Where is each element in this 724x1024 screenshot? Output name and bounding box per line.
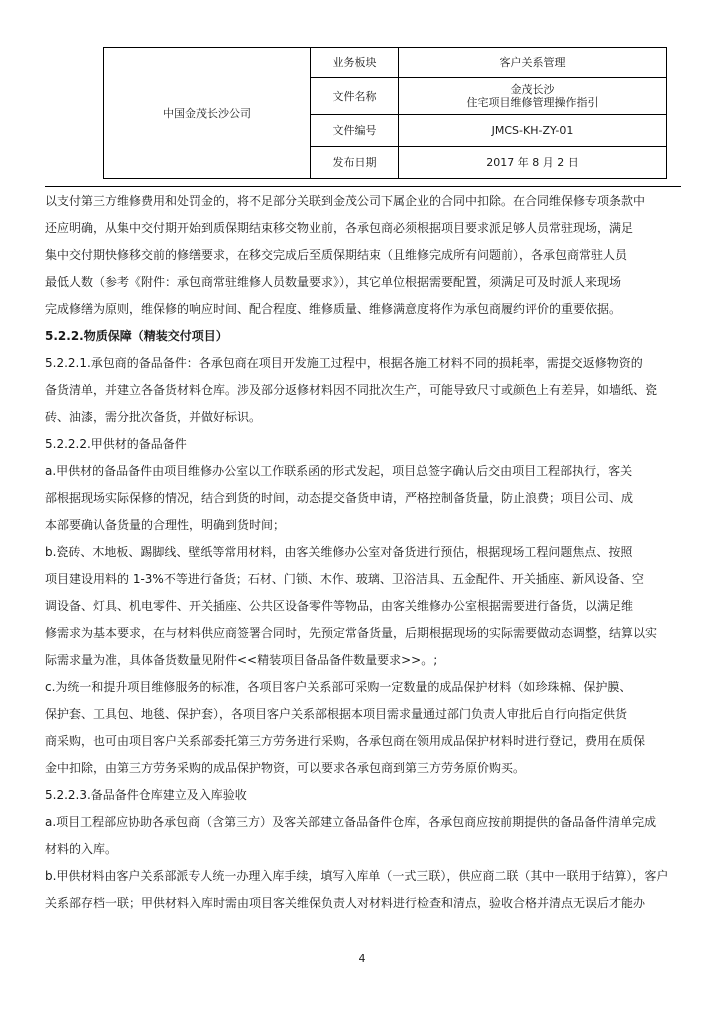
body-line: 还应明确，从集中交付期开始到质保期结束移交物业前，各承包商必须根据项目要求派足够人员常驻现场，满足 bbox=[45, 221, 634, 235]
subsection-heading: 5.2.2.3.备品备件仓库建立及入库验收 bbox=[45, 788, 247, 802]
header-value-business: 客户关系管理 bbox=[399, 48, 667, 78]
header-value-filename bbox=[399, 78, 667, 115]
body-line: 5.2.2.1.承包商的备品备件：各承包商在项目开发施工过程中，根据各施工材料不同的损耗率，需提交返修物资的 bbox=[45, 356, 643, 370]
body-line: c.为统一和提升项目维修服务的标准，各项目客户关系部可采购一定数量的成品保护材料（如珍珠棉、保护膜、 bbox=[45, 680, 632, 694]
body-line: 关系部存档一联；甲供材料入库时需由项目客关维保负责人对材料进行检查和清点，验收合格并清点无误后才能办 bbox=[45, 896, 646, 910]
body-line: 集中交付期快修移交前的修缮要求，在移交完成后至质保期结束（且维修完成所有问题前），各承包商常驻人员 bbox=[45, 248, 628, 262]
body-line: b.甲供材料由客户关系部派专人统一办理入库手续，填写入库单（一式三联），供应商二联（其中一联用于结算），客户 bbox=[45, 869, 669, 883]
document-body bbox=[45, 188, 681, 917]
header-divider bbox=[45, 186, 681, 187]
header-label-fileno: 文件编号 bbox=[311, 115, 399, 147]
body-line: 调设备、灯具、机电零件、开关插座、公共区设备零件等物品，由客关维修办公室根据需要进行备货，以满足维 bbox=[45, 599, 634, 613]
header-label-filename: 文件名称 bbox=[311, 78, 399, 115]
body-line: 材料的入库。 bbox=[45, 842, 118, 856]
body-line: 商采购，也可由项目客户关系部委托第三方劳务进行采购，各承包商在领用成品保护材料时进行登记，费用在质保 bbox=[45, 734, 646, 748]
header-value-date: 2017 年 8 月 2 日 bbox=[399, 147, 667, 179]
body-line: 本部要确认备货量的合理性，明确到货时间； bbox=[45, 518, 286, 532]
company-name: 中国金茂长沙公司 bbox=[104, 48, 311, 179]
body-line: 最低人数（参考《附件：承包商常驻维修人员数量要求》），其它单位根据需要配置，须满足可及时派人来现场 bbox=[45, 275, 622, 289]
subsection-heading: 5.2.2.2.甲供材的备品备件 bbox=[45, 437, 187, 451]
header-label-business: 业务板块 bbox=[311, 48, 399, 78]
body-line: a.甲供材的备品备件由项目维修办公室以工作联系函的形式发起，项目总签字确认后交由项目工程部执行，客关 bbox=[45, 464, 633, 478]
body-line: 以支付第三方维修费用和处罚金的，将不足部分关联到金茂公司下属企业的合同中扣除。在合同维保修专项条款中 bbox=[45, 194, 646, 208]
body-line: 修需求为基本要求，在与材料供应商签署合同时，先预定常备货量，后期根据现场的实际需要做动态调整，结算以实 bbox=[45, 626, 658, 640]
body-line: 部根据现场实际保修的情况，结合到货的时间，动态提交备货申请，严格控制备货量，防止浪费；项目公司、成 bbox=[45, 491, 634, 505]
body-line: 金中扣除，由第三方劳务采购的成品保护物资，可以要求各承包商到第三方劳务原价购买。 bbox=[45, 761, 526, 775]
filename-line-2: 住宅项目维修管理操作指引 bbox=[466, 96, 599, 109]
body-line: 砖、油漆，需分批次备货，并做好标识。 bbox=[45, 410, 262, 424]
header-value-fileno: JMCS-KH-ZY-01 bbox=[399, 115, 667, 147]
filename-line-1: 金茂长沙 bbox=[510, 83, 555, 96]
body-line: a.项目工程部应协助各承包商（含第三方）及客关部建立备品备件仓库，各承包商应按前期提供的备品备件清单完成 bbox=[45, 815, 657, 829]
body-line: 保护套、工具包、地毯、保护套），各项目客户关系部根据本项目需求量通过部门负责人审批后自行向指定供货 bbox=[45, 707, 628, 721]
body-line: 项目建设用料的 1-3%不等进行备货；石材、门锁、木作、玻璃、卫浴洁具、五金配件、开关插座、新风设备、空 bbox=[45, 572, 644, 586]
body-line: b.瓷砖、木地板、踢脚线、壁纸等常用材料，由客关维修办公室对备货进行预估，根据现场工程问题焦点、按照 bbox=[45, 545, 633, 559]
document-header-table bbox=[103, 47, 667, 179]
page-number: 4 bbox=[358, 952, 366, 965]
body-line: 备货清单，并建立各备货材料仓库。涉及部分返修材料因不同批次生产，可能导致尺寸或颜色上有差异，如墙纸、瓷 bbox=[45, 383, 658, 397]
section-heading: 5.2.2.物质保障（精装交付项目） bbox=[45, 329, 228, 343]
body-line: 际需求量为准，具体备货数量见附件<<精装项目备品备件数量要求>>。; bbox=[45, 653, 438, 667]
header-label-date: 发布日期 bbox=[311, 147, 399, 179]
body-line: 完成修缮为原则，维保修的响应时间、配合程度、维修质量、维修满意度将作为承包商履约评价的重要依据。 bbox=[45, 302, 622, 316]
